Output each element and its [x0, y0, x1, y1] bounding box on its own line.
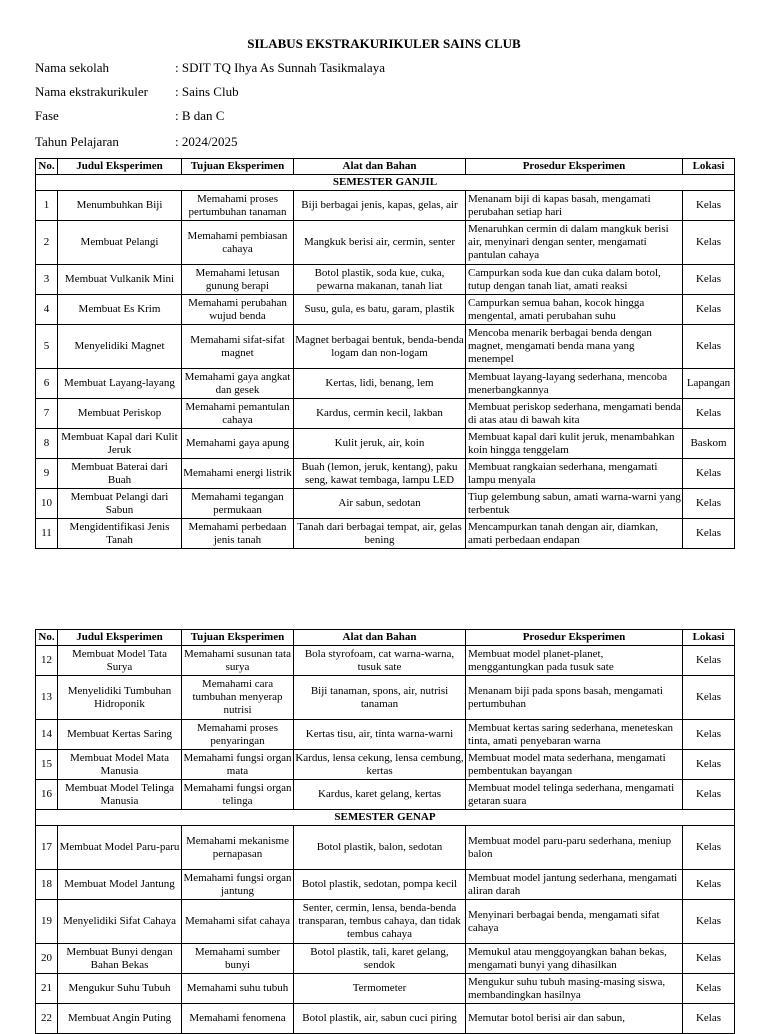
- cell-alat: Buah (lemon, jeruk, kentang), paku seng, kawat tembaga, lampu LED: [294, 459, 466, 489]
- cell-tujuan: Memahami sifat-sifat magnet: [182, 325, 294, 369]
- cell-tujuan: Memahami susunan tata surya: [182, 646, 294, 676]
- cell-prosedur: Menyinari berbagai benda, mengamati sifat cahaya: [466, 900, 683, 944]
- cell-judul: Membuat Pelangi dari Sabun: [58, 489, 182, 519]
- cell-prosedur: Menanam biji pada spons basah, mengamati pertumbuhan: [466, 676, 683, 720]
- cell-tujuan: Memahami cara tumbuhan menyerap nutrisi: [182, 676, 294, 720]
- semester-row: [36, 810, 735, 826]
- cell-prosedur: Mengukur suhu tubuh masing-masing siswa, membandingkan hasilnya: [466, 974, 683, 1004]
- cell-tujuan: Memahami gaya angkat dan gesek: [182, 369, 294, 399]
- cell-tujuan: Memahami perbedaan jenis tanah: [182, 519, 294, 549]
- info-value: : 2024/2025: [175, 134, 238, 149]
- cell-lokasi: Kelas: [683, 519, 735, 549]
- cell-no: 14: [36, 720, 58, 750]
- cell-lokasi: Kelas: [683, 646, 735, 676]
- cell-lokasi: Kelas: [683, 295, 735, 325]
- table-row: [36, 900, 735, 944]
- table-row: [36, 429, 735, 459]
- table-row: [36, 399, 735, 429]
- cell-alat: Biji berbagai jenis, kapas, gelas, air: [294, 191, 466, 221]
- cell-prosedur: Membuat kapal dari kulit jeruk, menambahkan koin hingga tenggelam: [466, 429, 683, 459]
- cell-no: 17: [36, 826, 58, 870]
- cell-judul: Menyelidiki Magnet: [58, 325, 182, 369]
- cell-prosedur: Membuat model paru-paru sederhana, meniup balon: [466, 826, 683, 870]
- semester-row: [36, 175, 735, 191]
- cell-judul: Membuat Model Tata Surya: [58, 646, 182, 676]
- cell-judul: Membuat Vulkanik Mini: [58, 265, 182, 295]
- cell-prosedur: Membuat layang-layang sederhana, mencoba menerbangkannya: [466, 369, 683, 399]
- cell-alat: Kertas, lidi, benang, lem: [294, 369, 466, 399]
- cell-no: 11: [36, 519, 58, 549]
- info-label: Fase: [35, 108, 59, 123]
- cell-judul: Menumbuhkan Biji: [58, 191, 182, 221]
- cell-lokasi: Kelas: [683, 459, 735, 489]
- cell-lokasi: Kelas: [683, 265, 735, 295]
- cell-lokasi: Kelas: [683, 780, 735, 810]
- cell-lokasi: Kelas: [683, 221, 735, 265]
- cell-judul: Membuat Bunyi dengan Bahan Bekas: [58, 944, 182, 974]
- cell-judul: Membuat Pelangi: [58, 221, 182, 265]
- cell-lokasi: Kelas: [683, 325, 735, 369]
- table-row: [36, 646, 735, 676]
- document-title: SILABUS EKSTRAKURIKULER SAINS CLUB: [247, 36, 521, 51]
- cell-alat: Senter, cermin, lensa, benda-benda transparan, tembus cahaya, dan tidak tembus cahaya: [294, 900, 466, 944]
- cell-prosedur: Membuat kertas saring sederhana, meneteskan tinta, amati penyebaran warna: [466, 720, 683, 750]
- table-row: [36, 519, 735, 549]
- cell-tujuan: Memahami suhu tubuh: [182, 974, 294, 1004]
- cell-tujuan: Memahami proses penyaringan: [182, 720, 294, 750]
- cell-prosedur: Campurkan semua bahan, kocok hingga mengental, amati perubahan suhu: [466, 295, 683, 325]
- cell-prosedur: Membuat model planet-planet, menggantungkan pada tusuk sate: [466, 646, 683, 676]
- cell-prosedur: Membuat model telinga sederhana, mengamati getaran suara: [466, 780, 683, 810]
- cell-prosedur: Membuat model mata sederhana, mengamati pembentukan bayangan: [466, 750, 683, 780]
- cell-no: 4: [36, 295, 58, 325]
- cell-no: 16: [36, 780, 58, 810]
- cell-no: 22: [36, 1004, 58, 1034]
- cell-judul: Menyelidiki Tumbuhan Hidroponik: [58, 676, 182, 720]
- cell-lokasi: Kelas: [683, 676, 735, 720]
- cell-no: 6: [36, 369, 58, 399]
- cell-judul: Membuat Kertas Saring: [58, 720, 182, 750]
- cell-alat: Kardus, lensa cekung, lensa cembung, kertas: [294, 750, 466, 780]
- cell-tujuan: Memahami fungsi organ telinga: [182, 780, 294, 810]
- cell-lokasi: Kelas: [683, 900, 735, 944]
- cell-tujuan: Memahami pembiasan cahaya: [182, 221, 294, 265]
- table-row: [36, 295, 735, 325]
- cell-no: 1: [36, 191, 58, 221]
- header-judul: Judul Eksperimen: [58, 159, 182, 175]
- cell-prosedur: Campurkan soda kue dan cuka dalam botol, tutup dengan tanah liat, amati reaksi: [466, 265, 683, 295]
- cell-lokasi: Kelas: [683, 1004, 735, 1034]
- cell-tujuan: Memahami pemantulan cahaya: [182, 399, 294, 429]
- cell-prosedur: Tiup gelembung sabun, amati warna-warni yang terbentuk: [466, 489, 683, 519]
- cell-judul: Mengukur Suhu Tubuh: [58, 974, 182, 1004]
- table-row: [36, 221, 735, 265]
- table-row: [36, 369, 735, 399]
- cell-prosedur: Memutar botol berisi air dan sabun,: [466, 1004, 683, 1034]
- header-prosedur: Prosedur Eksperimen: [466, 630, 683, 646]
- info-value: : SDIT TQ Ihya As Sunnah Tasikmalaya: [175, 60, 385, 75]
- cell-alat: Termometer: [294, 974, 466, 1004]
- cell-no: 21: [36, 974, 58, 1004]
- cell-prosedur: Membuat model jantung sederhana, mengamati aliran darah: [466, 870, 683, 900]
- cell-alat: Mangkuk berisi air, cermin, senter: [294, 221, 466, 265]
- info-value: : Sains Club: [175, 84, 239, 99]
- cell-prosedur: Membuat rangkaian sederhana, mengamati lampu menyala: [466, 459, 683, 489]
- cell-prosedur: Menaruhkan cermin di dalam mangkuk berisi air, menyinari dengan senter, mengamati pantulan cahaya: [466, 221, 683, 265]
- cell-alat: Biji tanaman, spons, air, nutrisi tanaman: [294, 676, 466, 720]
- table-row: [36, 974, 735, 1004]
- cell-prosedur: Membuat periskop sederhana, mengamati benda di atas atau di bawah kita: [466, 399, 683, 429]
- info-value: : B dan C: [175, 108, 225, 123]
- cell-tujuan: Memahami energi listrik: [182, 459, 294, 489]
- cell-alat: Air sabun, sedotan: [294, 489, 466, 519]
- cell-alat: Botol plastik, air, sabun cuci piring: [294, 1004, 466, 1034]
- info-label: Nama ekstrakurikuler: [35, 84, 148, 99]
- header-no: No.: [36, 630, 58, 646]
- cell-tujuan: Memahami sumber bunyi: [182, 944, 294, 974]
- cell-tujuan: Memahami gaya apung: [182, 429, 294, 459]
- info-label: Nama sekolah: [35, 60, 110, 75]
- table-row: [36, 870, 735, 900]
- header-no: No.: [36, 159, 58, 175]
- table-header-row: [36, 159, 735, 175]
- cell-prosedur: Mencampurkan tanah dengan air, diamkan, amati perbedaan endapan: [466, 519, 683, 549]
- table-row: [36, 325, 735, 369]
- cell-lokasi: Baskom: [683, 429, 735, 459]
- info-phase: [35, 108, 224, 124]
- cell-alat: Botol plastik, sedotan, pompa kecil: [294, 870, 466, 900]
- cell-judul: Membuat Periskop: [58, 399, 182, 429]
- header-alat: Alat dan Bahan: [294, 630, 466, 646]
- cell-lokasi: Kelas: [683, 944, 735, 974]
- cell-lokasi: Kelas: [683, 870, 735, 900]
- semester-ganjil-label: SEMESTER GANJIL: [36, 175, 735, 191]
- cell-no: 19: [36, 900, 58, 944]
- table-row: [36, 826, 735, 870]
- cell-no: 8: [36, 429, 58, 459]
- cell-tujuan: Memahami letusan gunung berapi: [182, 265, 294, 295]
- table-row: [36, 780, 735, 810]
- cell-tujuan: Memahami tegangan permukaan: [182, 489, 294, 519]
- cell-no: 5: [36, 325, 58, 369]
- cell-alat: Kulit jeruk, air, koin: [294, 429, 466, 459]
- cell-no: 9: [36, 459, 58, 489]
- cell-alat: Kertas tisu, air, tinta warna-warni: [294, 720, 466, 750]
- syllabus-table-2: [35, 629, 735, 1034]
- cell-tujuan: Memahami sifat cahaya: [182, 900, 294, 944]
- cell-lokasi: Lapangan: [683, 369, 735, 399]
- cell-judul: Membuat Model Telinga Manusia: [58, 780, 182, 810]
- table-header-row: [36, 630, 735, 646]
- table-row: [36, 191, 735, 221]
- cell-lokasi: Kelas: [683, 826, 735, 870]
- cell-lokasi: Kelas: [683, 399, 735, 429]
- cell-tujuan: Memahami proses pertumbuhan tanaman: [182, 191, 294, 221]
- cell-lokasi: Kelas: [683, 974, 735, 1004]
- cell-no: 15: [36, 750, 58, 780]
- header-lokasi: Lokasi: [683, 159, 735, 175]
- cell-judul: Membuat Model Paru-paru: [58, 826, 182, 870]
- cell-alat: Susu, gula, es batu, garam, plastik: [294, 295, 466, 325]
- table-row: [36, 676, 735, 720]
- table-row: [36, 1004, 735, 1034]
- cell-no: 13: [36, 676, 58, 720]
- cell-tujuan: Memahami fungsi organ jantung: [182, 870, 294, 900]
- cell-lokasi: Kelas: [683, 720, 735, 750]
- cell-prosedur: Menanam biji di kapas basah, mengamati perubahan setiap hari: [466, 191, 683, 221]
- cell-no: 18: [36, 870, 58, 900]
- cell-lokasi: Kelas: [683, 191, 735, 221]
- info-year: [35, 134, 237, 150]
- cell-no: 20: [36, 944, 58, 974]
- table-row: [36, 489, 735, 519]
- cell-judul: Mengidentifikasi Jenis Tanah: [58, 519, 182, 549]
- cell-no: 7: [36, 399, 58, 429]
- cell-lokasi: Kelas: [683, 750, 735, 780]
- cell-alat: Tanah dari berbagai tempat, air, gelas bening: [294, 519, 466, 549]
- cell-alat: Botol plastik, soda kue, cuka, pewarna makanan, tanah liat: [294, 265, 466, 295]
- cell-tujuan: Memahami fungsi organ mata: [182, 750, 294, 780]
- cell-prosedur: Mencoba menarik berbagai benda dengan magnet, mengamati benda mana yang menempel: [466, 325, 683, 369]
- cell-judul: Membuat Es Krim: [58, 295, 182, 325]
- table-row: [36, 459, 735, 489]
- table-row: [36, 944, 735, 974]
- syllabus-table-1: [35, 158, 735, 549]
- cell-no: 10: [36, 489, 58, 519]
- cell-alat: Botol plastik, tali, karet gelang, sendok: [294, 944, 466, 974]
- header-alat: Alat dan Bahan: [294, 159, 466, 175]
- cell-alat: Kardus, karet gelang, kertas: [294, 780, 466, 810]
- cell-no: 2: [36, 221, 58, 265]
- cell-alat: Bola styrofoam, cat warna-warna, tusuk sate: [294, 646, 466, 676]
- cell-judul: Menyelidiki Sifat Cahaya: [58, 900, 182, 944]
- cell-lokasi: Kelas: [683, 489, 735, 519]
- table-row: [36, 265, 735, 295]
- semester-genap-label: SEMESTER GENAP: [36, 810, 735, 826]
- cell-alat: Magnet berbagai bentuk, benda-benda logam dan non-logam: [294, 325, 466, 369]
- info-school: [35, 60, 385, 76]
- cell-alat: Kardus, cermin kecil, lakban: [294, 399, 466, 429]
- table-row: [36, 720, 735, 750]
- cell-tujuan: Memahami mekanisme pernapasan: [182, 826, 294, 870]
- cell-judul: Membuat Layang-layang: [58, 369, 182, 399]
- header-prosedur: Prosedur Eksperimen: [466, 159, 683, 175]
- cell-no: 12: [36, 646, 58, 676]
- header-tujuan: Tujuan Eksperimen: [182, 159, 294, 175]
- cell-judul: Membuat Angin Puting: [58, 1004, 182, 1034]
- info-extracurricular: [35, 84, 239, 100]
- cell-judul: Membuat Kapal dari Kulit Jeruk: [58, 429, 182, 459]
- cell-judul: Membuat Baterai dari Buah: [58, 459, 182, 489]
- cell-tujuan: Memahami fenomena: [182, 1004, 294, 1034]
- cell-judul: Membuat Model Jantung: [58, 870, 182, 900]
- header-judul: Judul Eksperimen: [58, 630, 182, 646]
- table-row: [36, 750, 735, 780]
- cell-prosedur: Memukul atau menggoyangkan bahan bekas, mengamati bunyi yang dihasilkan: [466, 944, 683, 974]
- header-tujuan: Tujuan Eksperimen: [182, 630, 294, 646]
- header-lokasi: Lokasi: [683, 630, 735, 646]
- cell-no: 3: [36, 265, 58, 295]
- info-label: Tahun Pelajaran: [35, 134, 119, 149]
- cell-judul: Membuat Model Mata Manusia: [58, 750, 182, 780]
- cell-alat: Botol plastik, balon, sedotan: [294, 826, 466, 870]
- cell-tujuan: Memahami perubahan wujud benda: [182, 295, 294, 325]
